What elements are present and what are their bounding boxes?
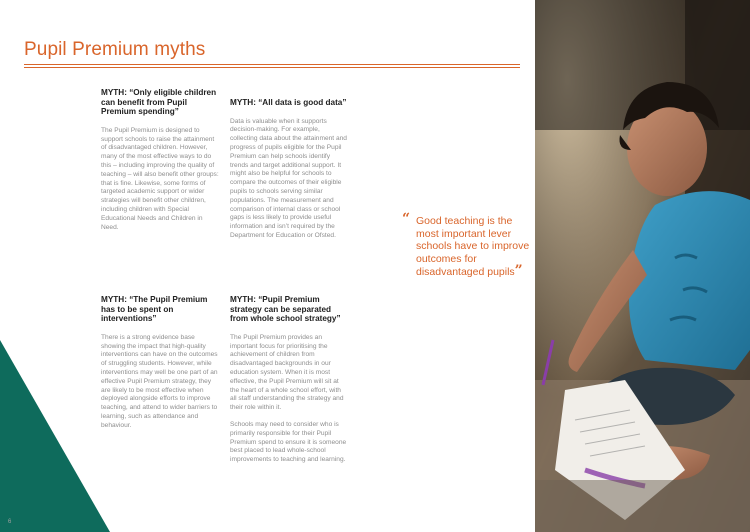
myth-heading: MYTH: “All data is good data” xyxy=(230,98,347,107)
myth-body: Schools may need to consider who is primarily responsible for their Pupil Premium spend to ensure it is someone best placed to lead whole-school improvements to teaching and learning. xyxy=(230,420,347,464)
title-rule-top xyxy=(24,64,520,65)
myth-heading: MYTH: “Only eligible children can benefit from Pupil Premium spending” xyxy=(101,88,217,117)
myth-body: There is a strong evidence base showing the impact that high-quality interventions can have on the outcomes of struggling students. However, while interventions may well be one part of an effective Pupil Premium strategy, they are likely to be most effective when deployed alongside efforts to improve teaching, and attend to wider barriers to learning, such as attendance and behaviour. xyxy=(101,333,218,429)
myth-heading: MYTH: “The Pupil Premium has to be spent on interventions” xyxy=(101,295,208,324)
page-title: Pupil Premium myths xyxy=(24,39,206,60)
myth-block-all-data xyxy=(230,98,348,241)
myth-body: The Pupil Premium provides an important focus for prioritising the achievement of children from disadvantaged backgrounds in our education system. When it is most effective, the Pupil Premium will sit at the heart of a whole school effort, with all staff understanding the strategy and their role within it. xyxy=(230,333,344,412)
myth-block-eligible-children xyxy=(101,88,219,232)
myth-block-whole-school-strategy xyxy=(230,295,348,465)
myth-body: Data is valuable when it supports decision-making. For example, collecting data about the attainment and progress of pupils eligible for the Pupil Premium can help schools identify trends and target additional support. It might also be helpful for schools to compare the outcomes of their eligible pupils to schools serving similar populations. The measurement and comparison of internal class or school gaps is less likely to provide useful information and isn’t required by the Department for Education or Ofsted. xyxy=(230,117,347,239)
corner-decoration xyxy=(0,340,110,532)
title-rule-bottom xyxy=(24,67,520,68)
myth-body: The Pupil Premium is designed to support schools to raise the attainment of disadvantaged children. However, many of the most effective ways to do this – including improving the quality of teaching – will also benefit other groups: that is fine. Likewise, some forms of targeted academic support or wider strategies will benefit other children, including children with Special Educational Needs and Children in Need. xyxy=(101,126,219,231)
myth-heading: MYTH: “Pupil Premium strategy can be separated from whole school strategy” xyxy=(230,295,341,324)
open-quote-mark: “ xyxy=(402,211,411,227)
child-writing-photo xyxy=(535,0,750,532)
corner-triangle xyxy=(0,340,110,532)
pull-quote-text: Good teaching is the most important lever schools have to improve outcomes for disadvantaged pupils xyxy=(416,215,530,279)
myth-block-interventions xyxy=(101,295,219,431)
close-quote-mark: ” xyxy=(514,263,523,280)
page-number-left: 6 xyxy=(8,519,12,525)
pull-quote xyxy=(402,211,534,280)
